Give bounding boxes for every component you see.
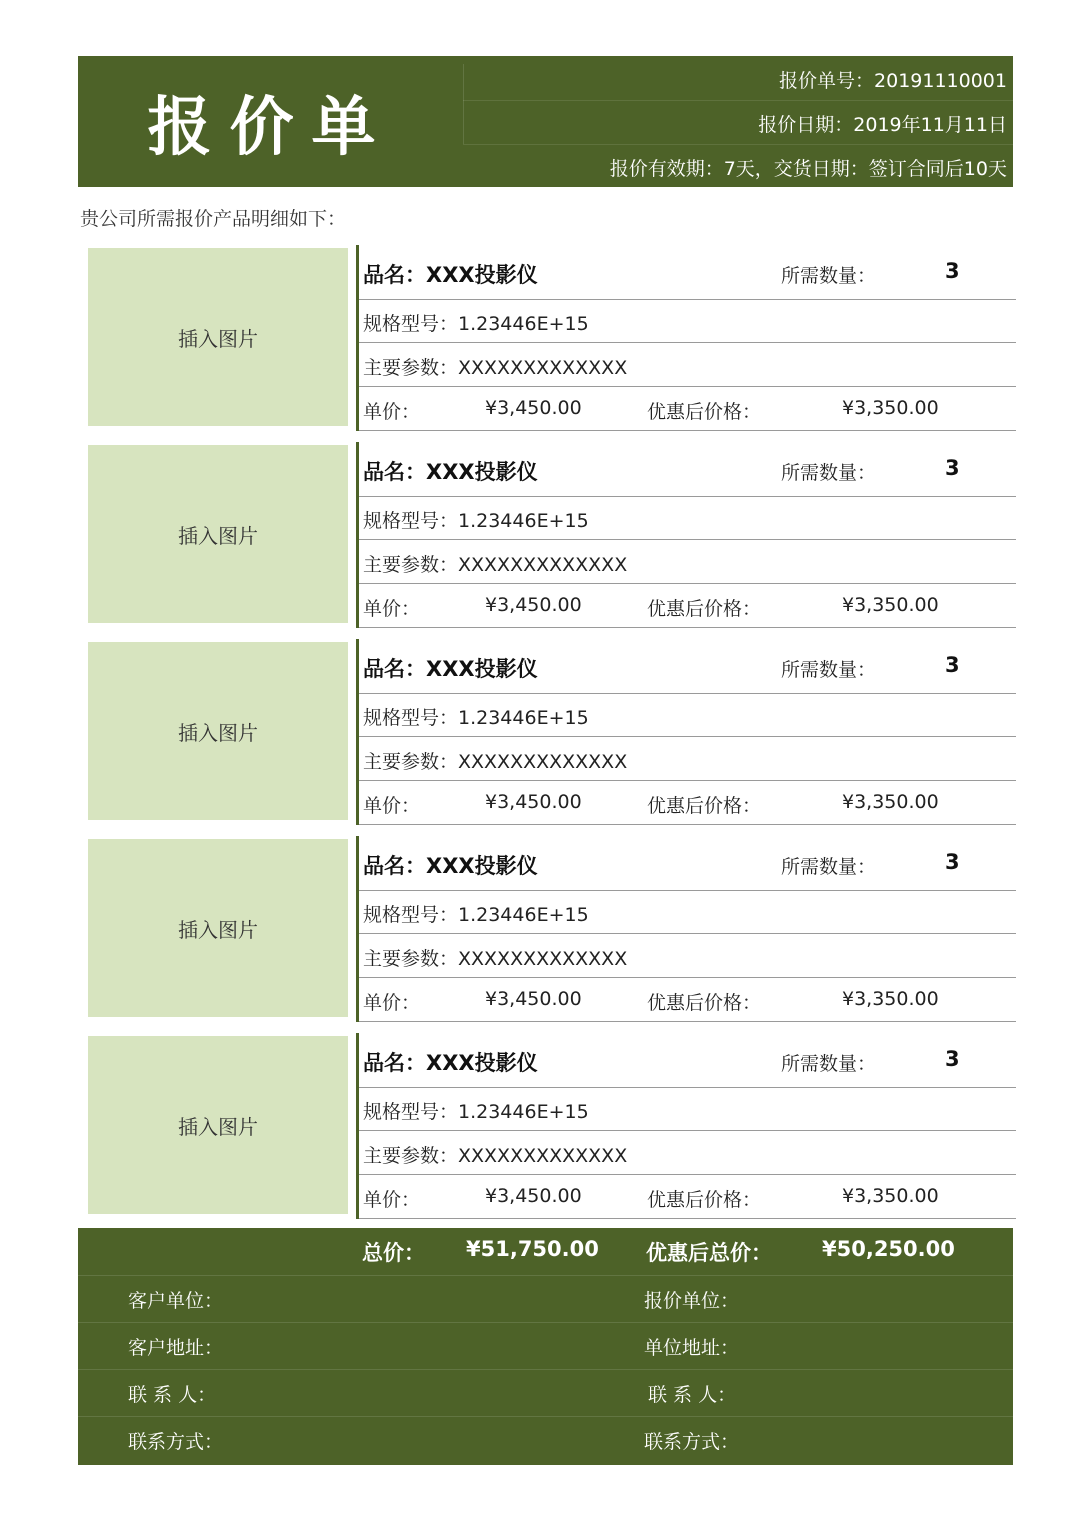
main-parameters: 主要参数：XXXXXXXXXXXXX <box>363 554 628 576</box>
main-parameters: 主要参数：XXXXXXXXXXXXX <box>363 751 628 773</box>
phone-row <box>78 1416 1013 1463</box>
params-row <box>359 934 1016 978</box>
quantity-label: 所需数量： <box>781 265 877 287</box>
insert-image-placeholder[interactable] <box>88 248 348 426</box>
product-details <box>356 1033 1016 1219</box>
total-label: 总价： <box>362 1241 425 1265</box>
model-row <box>359 693 1016 737</box>
customer-unit-label: 客户单位： <box>128 1290 224 1312</box>
product-name: 品名：XXX投影仪 <box>363 263 538 287</box>
unit-address-label: 单位地址： <box>644 1337 740 1359</box>
product-name: 品名：XXX投影仪 <box>363 854 538 878</box>
product-details <box>356 442 1016 628</box>
params-row <box>359 1131 1016 1175</box>
quantity-value: 3 <box>945 1047 960 1071</box>
price-row <box>359 387 1016 431</box>
params-row <box>359 540 1016 584</box>
discounted-total-price: ¥50,250.00 <box>822 1237 955 1261</box>
total-price: ¥51,750.00 <box>466 1237 599 1261</box>
insert-image-placeholder[interactable] <box>88 839 348 1017</box>
main-parameters: 主要参数：XXXXXXXXXXXXX <box>363 357 628 379</box>
discount-price-label: 优惠后价格： <box>647 795 762 817</box>
unit-price-label: 单价： <box>363 795 421 817</box>
discount-price-label: 优惠后价格： <box>647 992 762 1014</box>
product-name-row <box>359 245 1016 300</box>
discount-price: ¥3,350.00 <box>842 988 939 1010</box>
image-placeholder-label: 插入图片 <box>178 523 258 548</box>
customer-contact-label: 联 系 人： <box>128 1384 217 1406</box>
unit-price: ¥3,450.00 <box>485 594 582 616</box>
product-item <box>78 1033 1013 1230</box>
insert-image-placeholder[interactable] <box>88 642 348 820</box>
price-row <box>359 1175 1016 1219</box>
contact-row <box>78 1369 1013 1416</box>
discount-price-label: 优惠后价格： <box>647 1189 762 1211</box>
discount-price: ¥3,350.00 <box>842 1185 939 1207</box>
model-row <box>359 890 1016 934</box>
page-title: 报价单 <box>147 90 394 165</box>
quantity-value: 3 <box>945 850 960 874</box>
product-item <box>78 639 1013 836</box>
header-banner <box>78 56 1013 187</box>
model-row <box>359 496 1016 540</box>
intro-text: 贵公司所需报价产品明细如下： <box>80 208 347 230</box>
product-name-row <box>359 1033 1016 1088</box>
product-name-row <box>359 836 1016 891</box>
product-item <box>78 245 1013 442</box>
header-row-divider <box>463 100 1013 101</box>
unit-price-label: 单价： <box>363 598 421 620</box>
main-parameters: 主要参数：XXXXXXXXXXXXX <box>363 1145 628 1167</box>
product-list <box>78 245 1013 1230</box>
quantity-label: 所需数量： <box>781 856 877 878</box>
unit-price: ¥3,450.00 <box>485 397 582 419</box>
model-number: 规格型号：1.23446E+15 <box>363 1101 589 1123</box>
product-details <box>356 836 1016 1022</box>
discount-price: ¥3,350.00 <box>842 791 939 813</box>
quantity-label: 所需数量： <box>781 462 877 484</box>
quote-number: 报价单号：20191110001 <box>779 70 1007 92</box>
customer-unit-row <box>78 1275 1013 1322</box>
quote-date: 报价日期：2019年11月11日 <box>758 114 1007 136</box>
model-row <box>359 299 1016 343</box>
insert-image-placeholder[interactable] <box>88 1036 348 1214</box>
unit-price-label: 单价： <box>363 401 421 423</box>
product-name-row <box>359 639 1016 694</box>
price-row <box>359 978 1016 1022</box>
product-item <box>78 442 1013 639</box>
product-details <box>356 245 1016 431</box>
image-placeholder-label: 插入图片 <box>178 720 258 745</box>
unit-price: ¥3,450.00 <box>485 988 582 1010</box>
product-name: 品名：XXX投影仪 <box>363 657 538 681</box>
quantity-value: 3 <box>945 259 960 283</box>
address-row <box>78 1322 1013 1369</box>
params-row <box>359 737 1016 781</box>
header-row-divider <box>463 144 1013 145</box>
product-item <box>78 836 1013 1033</box>
quote-contact-label: 联 系 人： <box>648 1384 737 1406</box>
unit-price-label: 单价： <box>363 1189 421 1211</box>
image-placeholder-label: 插入图片 <box>178 1114 258 1139</box>
product-name: 品名：XXX投影仪 <box>363 1051 538 1075</box>
price-row <box>359 781 1016 825</box>
quantity-value: 3 <box>945 653 960 677</box>
unit-price-label: 单价： <box>363 992 421 1014</box>
model-number: 规格型号：1.23446E+15 <box>363 313 589 335</box>
price-row <box>359 584 1016 628</box>
customer-address-label: 客户地址： <box>128 1337 224 1359</box>
image-placeholder-label: 插入图片 <box>178 917 258 942</box>
quote-phone-label: 联系方式： <box>644 1431 740 1453</box>
quotation-sheet <box>78 56 1013 1453</box>
discount-price: ¥3,350.00 <box>842 594 939 616</box>
summary-footer <box>78 1228 1013 1465</box>
unit-price: ¥3,450.00 <box>485 1185 582 1207</box>
header-divider <box>463 64 464 144</box>
model-number: 规格型号：1.23446E+15 <box>363 510 589 532</box>
image-placeholder-label: 插入图片 <box>178 326 258 351</box>
discount-price-label: 优惠后价格： <box>647 598 762 620</box>
discount-price-label: 优惠后价格： <box>647 401 762 423</box>
quote-unit-label: 报价单位： <box>644 1290 740 1312</box>
unit-price: ¥3,450.00 <box>485 791 582 813</box>
insert-image-placeholder[interactable] <box>88 445 348 623</box>
main-parameters: 主要参数：XXXXXXXXXXXXX <box>363 948 628 970</box>
quantity-label: 所需数量： <box>781 659 877 681</box>
quantity-label: 所需数量： <box>781 1053 877 1075</box>
model-row <box>359 1087 1016 1131</box>
model-number: 规格型号：1.23446E+15 <box>363 707 589 729</box>
discounted-total-label: 优惠后总价： <box>646 1241 772 1265</box>
model-number: 规格型号：1.23446E+15 <box>363 904 589 926</box>
quantity-value: 3 <box>945 456 960 480</box>
validity-and-delivery: 报价有效期：7天，交货日期：签订合同后10天 <box>609 158 1007 180</box>
product-name: 品名：XXX投影仪 <box>363 460 538 484</box>
product-name-row <box>359 442 1016 497</box>
customer-phone-label: 联系方式： <box>128 1431 224 1453</box>
totals-row <box>78 1228 1013 1274</box>
discount-price: ¥3,350.00 <box>842 397 939 419</box>
product-details <box>356 639 1016 825</box>
params-row <box>359 343 1016 387</box>
